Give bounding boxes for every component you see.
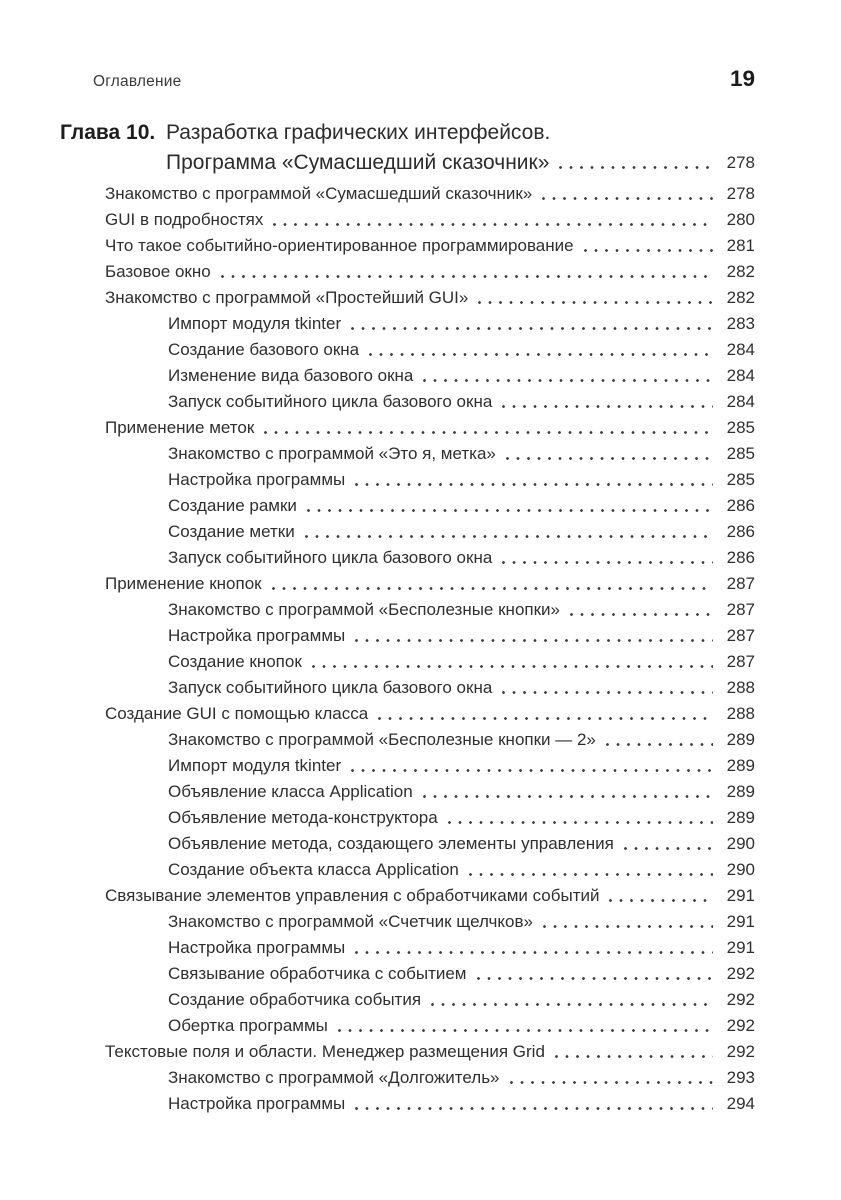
running-head-title: Оглавление <box>93 73 182 90</box>
chapter-heading-line2 <box>60 148 755 178</box>
entry-page-number: 287 <box>726 652 755 671</box>
toc-entry <box>60 857 755 883</box>
entry-page-number: 283 <box>726 314 755 333</box>
entry-page-number: 284 <box>726 340 755 359</box>
dot-leader <box>374 701 713 727</box>
toc-entry <box>60 1039 755 1065</box>
toc-entry <box>60 493 755 519</box>
dot-leader <box>498 675 713 701</box>
entry-title: Знакомство с программой «Сумасшедший сказочник» <box>105 184 533 203</box>
table-of-contents <box>60 118 755 1117</box>
entry-title: Создание кнопок <box>168 652 302 671</box>
dot-leader <box>347 753 713 779</box>
dot-leader <box>268 571 713 597</box>
toc-entry <box>60 1065 755 1091</box>
dot-leader <box>498 389 713 415</box>
entry-page-number: 292 <box>726 990 755 1009</box>
dot-leader <box>474 285 713 311</box>
entry-page-number: 288 <box>726 704 755 723</box>
toc-entry <box>60 467 755 493</box>
dot-leader <box>419 779 713 805</box>
entry-title: Создание метки <box>168 522 295 541</box>
dot-leader <box>506 1065 713 1091</box>
toc-entry <box>60 935 755 961</box>
dot-leader <box>444 805 713 831</box>
toc-entry <box>60 259 755 285</box>
entry-page-number: 293 <box>726 1068 755 1087</box>
entry-title: Знакомство с программой «Бесполезные кнопки — 2» <box>168 730 596 749</box>
entry-page-number: 286 <box>726 496 755 515</box>
dot-leader <box>602 727 713 753</box>
entry-page-number: 287 <box>726 626 755 645</box>
dot-leader <box>269 207 713 233</box>
dot-leader <box>351 623 713 649</box>
toc-entry <box>60 233 755 259</box>
dot-leader <box>566 597 713 623</box>
entry-page-number: 291 <box>726 912 755 931</box>
dot-leader <box>539 909 713 935</box>
toc-entry <box>60 1091 755 1117</box>
entry-page-number: 285 <box>726 418 755 437</box>
entry-title: Применение кнопок <box>105 574 262 593</box>
dot-leader <box>465 857 713 883</box>
toc-entry <box>60 831 755 857</box>
dot-leader <box>551 1039 713 1065</box>
entry-page-number: 289 <box>726 730 755 749</box>
dot-leader <box>365 337 713 363</box>
entry-title: Знакомство с программой «Долгожитель» <box>168 1068 500 1087</box>
entry-page-number: 281 <box>726 236 755 255</box>
toc-entry <box>60 181 755 207</box>
running-head <box>93 66 755 92</box>
entry-title: Создание рамки <box>168 496 297 515</box>
entry-page-number: 294 <box>726 1094 755 1113</box>
toc-entry <box>60 701 755 727</box>
entry-page-number: 284 <box>726 366 755 385</box>
toc-entry <box>60 675 755 701</box>
entry-title: Базовое окно <box>105 262 211 281</box>
entry-title: Связывание элементов управления с обработчиками событий <box>105 886 600 905</box>
chapter-title-line2: Программа «Сумасшедший сказочник» <box>166 151 550 174</box>
entry-title: Знакомство с программой «Это я, метка» <box>168 444 496 463</box>
entry-title: Что такое событийно-ориентированное программирование <box>105 236 574 255</box>
entry-page-number: 289 <box>726 782 755 801</box>
entry-page-number: 280 <box>726 210 755 229</box>
toc-entry <box>60 623 755 649</box>
entry-title: Настройка программы <box>168 1094 346 1113</box>
toc-entry <box>60 545 755 571</box>
toc-entry <box>60 649 755 675</box>
dot-leader <box>538 181 713 207</box>
dot-leader <box>347 311 713 337</box>
entry-title: Импорт модуля tkinter <box>168 756 342 775</box>
entry-title: Обертка программы <box>168 1016 328 1035</box>
toc-entry <box>60 207 755 233</box>
toc-entry <box>60 571 755 597</box>
toc-entry <box>60 753 755 779</box>
dot-leader <box>351 1091 713 1117</box>
toc-entry <box>60 363 755 389</box>
dot-leader <box>427 987 713 1013</box>
entry-page-number: 292 <box>726 1042 755 1061</box>
entry-title: GUI в подробностях <box>105 210 264 229</box>
dot-leader <box>605 883 713 909</box>
entry-title: Объявление класса Application <box>168 782 413 801</box>
page-number: 19 <box>729 66 755 91</box>
entry-page-number: 287 <box>726 600 755 619</box>
entry-page-number: 287 <box>726 574 755 593</box>
dot-leader <box>301 519 713 545</box>
toc-entry <box>60 311 755 337</box>
toc-entry <box>60 779 755 805</box>
toc-entry <box>60 1013 755 1039</box>
entry-title: Запуск событийного цикла базового окна <box>168 548 493 567</box>
toc-entry <box>60 961 755 987</box>
dot-leader <box>351 935 713 961</box>
entry-title: Запуск событийного цикла базового окна <box>168 392 493 411</box>
dot-leader <box>620 831 713 857</box>
toc-entry <box>60 337 755 363</box>
toc-entry <box>60 415 755 441</box>
entry-page-number: 285 <box>726 444 755 463</box>
entry-title: Знакомство с программой «Простейший GUI» <box>105 288 469 307</box>
entry-title: Создание GUI с помощью класса <box>105 704 369 723</box>
entry-title: Настройка программы <box>168 470 346 489</box>
dot-leader <box>351 467 713 493</box>
entry-page-number: 289 <box>726 756 755 775</box>
toc-entry <box>60 597 755 623</box>
entry-page-number: 278 <box>726 184 755 203</box>
entry-page-number: 288 <box>726 678 755 697</box>
toc-entries <box>60 181 755 1117</box>
dot-leader <box>498 545 713 571</box>
dot-leader <box>303 493 713 519</box>
dot-leader <box>580 233 713 259</box>
entry-title: Знакомство с программой «Бесполезные кнопки» <box>168 600 560 619</box>
dot-leader <box>555 148 713 178</box>
toc-entry <box>60 909 755 935</box>
entry-page-number: 291 <box>726 938 755 957</box>
toc-entry <box>60 389 755 415</box>
chapter-heading-line1 <box>60 118 755 148</box>
dot-leader <box>502 441 713 467</box>
entry-page-number: 289 <box>726 808 755 827</box>
entry-page-number: 290 <box>726 860 755 879</box>
dot-leader <box>260 415 713 441</box>
toc-entry <box>60 883 755 909</box>
dot-leader <box>308 649 713 675</box>
toc-entry <box>60 519 755 545</box>
toc-entry <box>60 987 755 1013</box>
chapter-heading <box>60 118 755 178</box>
entry-title: Создание обработчика события <box>168 990 422 1009</box>
entry-page-number: 292 <box>726 964 755 983</box>
entry-title: Изменение вида базового окна <box>168 366 414 385</box>
entry-title: Импорт модуля tkinter <box>168 314 342 333</box>
dot-leader <box>473 961 714 987</box>
toc-entry <box>60 441 755 467</box>
toc-entry <box>60 285 755 311</box>
toc-entry <box>60 727 755 753</box>
dot-leader <box>334 1013 713 1039</box>
entry-title: Связывание обработчика с событием <box>168 964 467 983</box>
entry-title: Объявление метода-конструктора <box>168 808 438 827</box>
chapter-title-line1: Разработка графических интерфейсов. <box>166 121 551 144</box>
entry-page-number: 292 <box>726 1016 755 1035</box>
dot-leader <box>217 259 713 285</box>
entry-title: Создание базового окна <box>168 340 360 359</box>
entry-title: Объявление метода, создающего элементы управления <box>168 834 614 853</box>
entry-title: Создание объекта класса Application <box>168 860 459 879</box>
entry-title: Применение меток <box>105 418 255 437</box>
chapter-page-number: 278 <box>726 153 755 172</box>
entry-title: Текстовые поля и области. Менеджер размещения Grid <box>105 1042 545 1061</box>
entry-page-number: 284 <box>726 392 755 411</box>
dot-leader <box>419 363 713 389</box>
entry-page-number: 291 <box>726 886 755 905</box>
entry-title: Настройка программы <box>168 626 346 645</box>
entry-page-number: 282 <box>726 288 755 307</box>
entry-page-number: 282 <box>726 262 755 281</box>
entry-page-number: 290 <box>726 834 755 853</box>
toc-entry <box>60 805 755 831</box>
chapter-label: Глава 10. <box>60 121 156 144</box>
entry-page-number: 285 <box>726 470 755 489</box>
entry-page-number: 286 <box>726 522 755 541</box>
entry-page-number: 286 <box>726 548 755 567</box>
entry-title: Настройка программы <box>168 938 346 957</box>
entry-title: Знакомство с программой «Счетчик щелчков» <box>168 912 533 931</box>
entry-title: Запуск событийного цикла базового окна <box>168 678 493 697</box>
